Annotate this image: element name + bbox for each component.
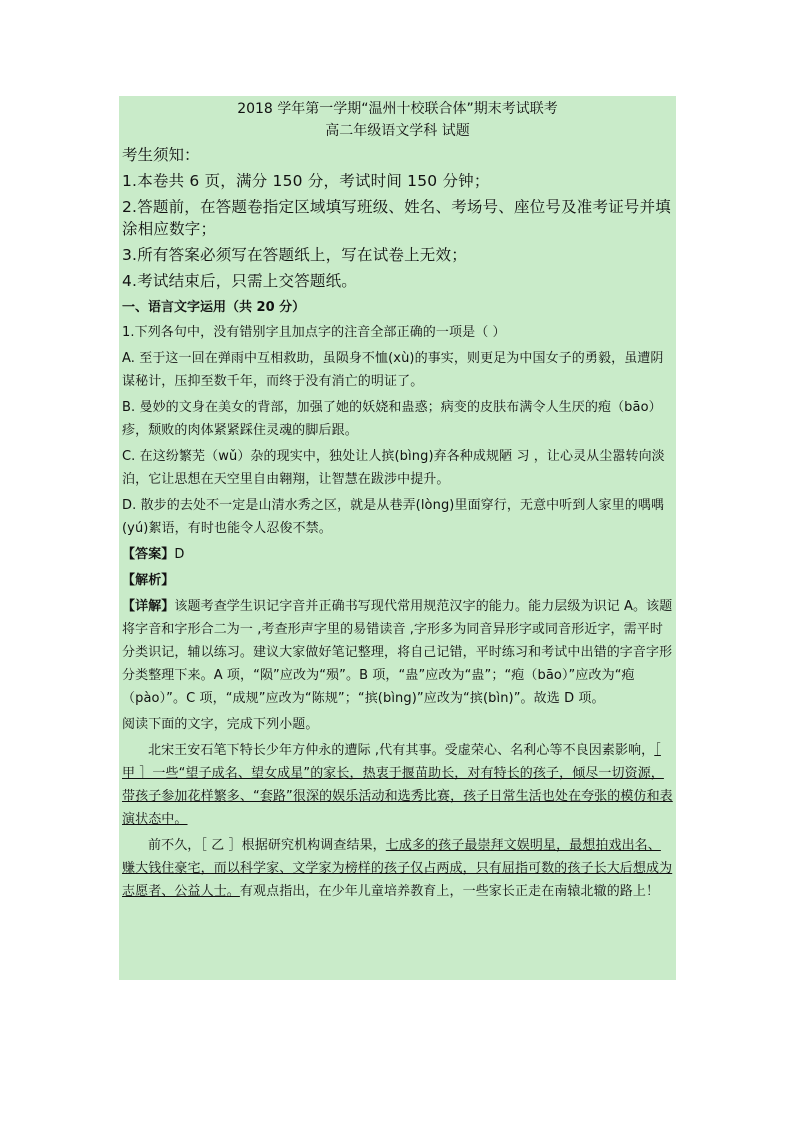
notice-heading: 考生须知： bbox=[122, 146, 200, 164]
option-d: D. 散步的去处不一定是山清水秀之区，就是从巷弄(lòng)里面穿行，无意中听到人家里的喁喁(yú)絮语，有时也能令人忍俊不禁。 bbox=[122, 498, 665, 536]
notice-item-4: 4.考试结束后，只需上交答题纸。 bbox=[122, 272, 357, 290]
reading-p2-start: 前不久，［ 乙 ］根据研究机构调查结果， bbox=[148, 838, 386, 853]
answer-label: 【答案】 bbox=[122, 547, 175, 562]
reading-intro: 阅读下面的文字，完成下列小题。 bbox=[122, 717, 319, 732]
exam-subtitle: 高二年级语文学科 试题 bbox=[325, 123, 470, 139]
section-heading: 一、语言文字运用（共 20 分） bbox=[122, 300, 306, 315]
analysis-line bbox=[122, 569, 673, 592]
answer-line bbox=[122, 543, 673, 566]
question-1-stem: 1.下列各句中，没有错别字且加点字的注音全部正确的一项是（ ） bbox=[122, 325, 506, 340]
reading-p2-underlined: 七成多的孩子最崇拜文娱明星，最想拍戏出名、赚大钱住豪宅，而以科学家、文学家为榜样的孩子仅占两成，只有屈指可数的孩子长大后想成为志愿者、公益人士。 bbox=[122, 838, 673, 899]
reading-p1-underlined: ［ 甲 ］一些“望子成名、望女成星”的家长，热衷于揠苗助长，对有特长的孩子，倾尽一切资源，带孩子参加花样繁多、“套路”很深的娱乐活动和选秀比赛，孩子日常生活也处在夸张的模仿和表演状态中。 bbox=[122, 743, 673, 827]
reading-paragraph-2 bbox=[122, 834, 673, 903]
reading-p2-end: 有观点指出，在少年儿童培养教育上，一些家长正走在南辕北辙的路上！ bbox=[239, 884, 660, 899]
detail-text: 该题考查学生识记字音并正确书写现代常用规范汉字的能力。能力层级为识记 A。该题将字音和字形合二为一 ,考查形声字里的易错读音 ,字形多为同音异形字或同音形近字，需平时分类识记，辅以练习。建议大家做好笔记整理，将自己记错，平时练习和考试中出错的字音字形分类整理下来。A 项，“陨”应改为“殒”。B 项，“蛊”应改为“蛊”；“疱（bāo）”应改为“疱（pào）”。C 项，“成规”应改为“陈规”；“摈(bìng)”应改为“摈(bìn)”。故选 D 项。 bbox=[122, 599, 673, 706]
reading-paragraph-1 bbox=[122, 739, 673, 831]
exam-title: 2018 学年第一学期“温州十校联合体”期末考试联考 bbox=[237, 101, 558, 117]
notice-item-2: 2.答题前，在答题卷指定区域填写班级、姓名、考场号、座位号及准考证号并填涂相应数字； bbox=[122, 198, 671, 238]
exam-page bbox=[119, 96, 676, 980]
option-b: B. 曼妙的文身在美女的背部，加强了她的妖娆和蛊惑；病变的皮肤布满令人生厌的疱（bāo）疹，颓败的肉体紧紧踩住灵魂的脚后跟。 bbox=[122, 400, 662, 438]
option-a: A. 至于这一回在弹雨中互相救助，虽陨身不恤(xù)的事实，则更足为中国女子的勇毅，虽遭阴谋秘计，压抑至数千年，而终于没有消亡的明证了。 bbox=[122, 351, 664, 389]
detail-paragraph bbox=[122, 595, 673, 710]
answer-value: D bbox=[174, 547, 185, 562]
notice-item-3: 3.所有答案必须写在答题纸上，写在试卷上无效； bbox=[122, 246, 467, 264]
reading-p1-start: 北宋王安石笔下特长少年方仲永的遭际 ,代有其事。受虚荣心、名利心等不良因素影响， bbox=[148, 743, 655, 758]
analysis-label: 【解析】 bbox=[122, 573, 175, 588]
option-c: C. 在这纷繁芜（wǔ）杂的现实中，独处让人摈(bìng)弃各种成规陋 习 ，让心灵从尘嚣转向淡泊，它让思想在天空里自由翱翔，让智慧在跋涉中提升。 bbox=[122, 449, 665, 487]
notice-item-1: 1.本卷共 6 页，满分 150 分，考试时间 150 分钟； bbox=[122, 172, 490, 190]
detail-label: 【详解】 bbox=[122, 599, 175, 614]
